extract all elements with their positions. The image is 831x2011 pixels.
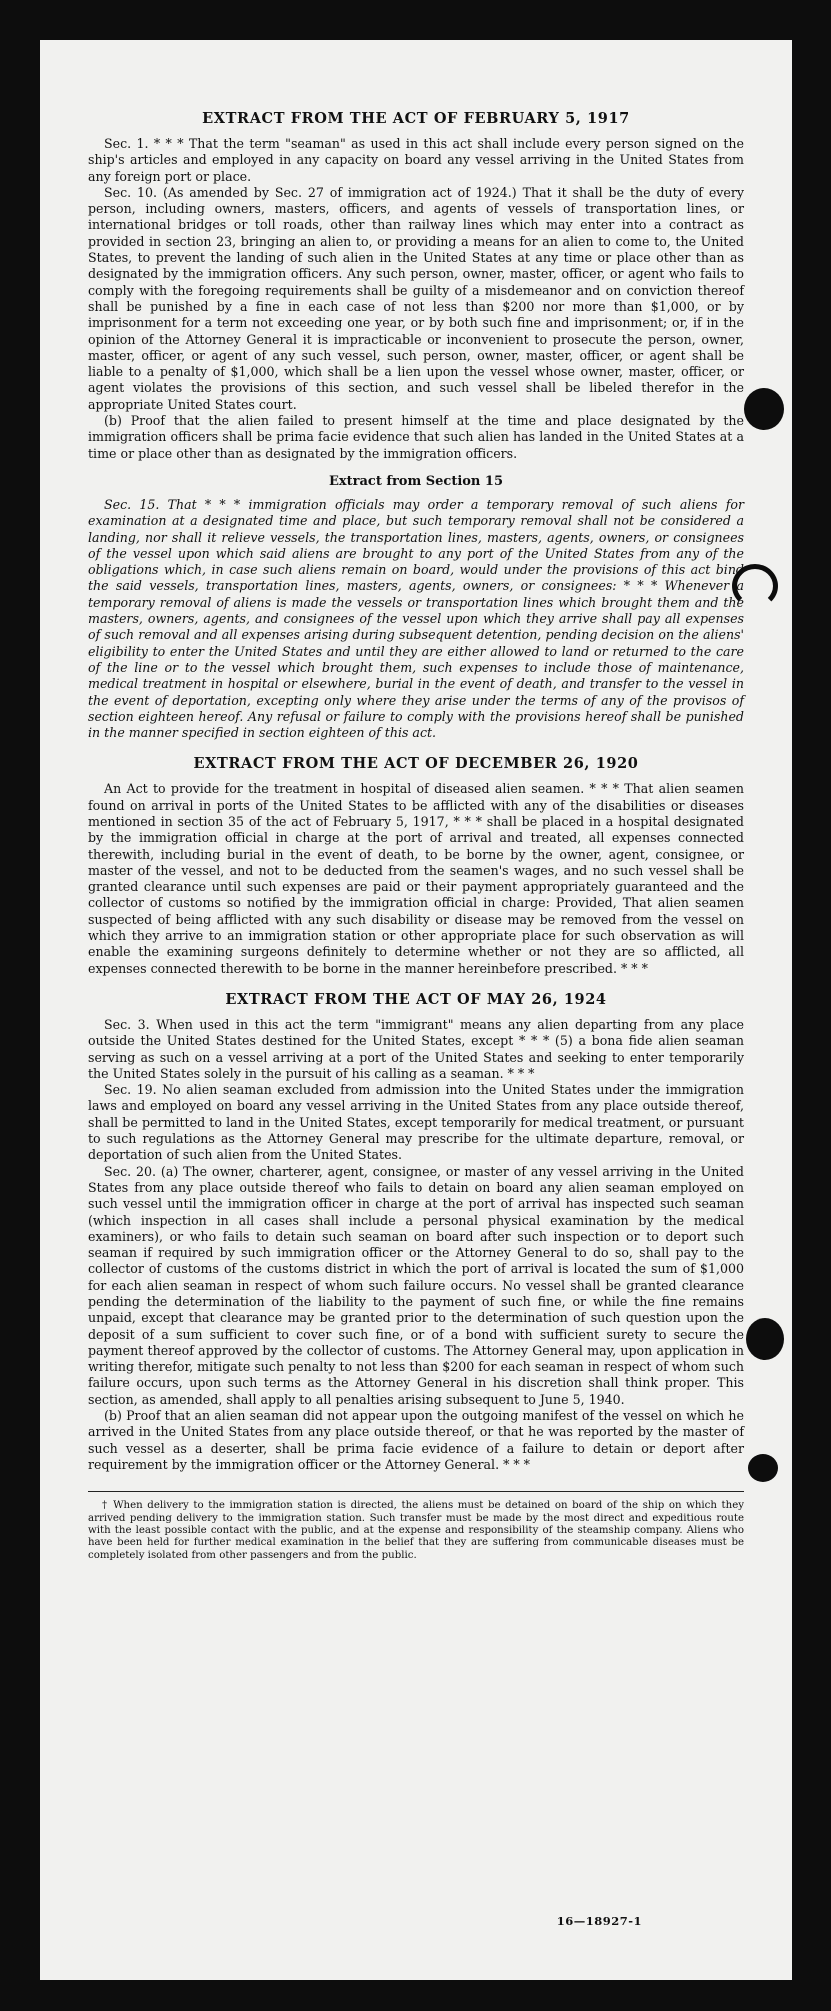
document-page: [40, 40, 792, 1980]
punch-hole-middle: [746, 1318, 784, 1360]
section-heading-1917: EXTRACT FROM THE ACT OF FEBRUARY 5, 1917: [202, 110, 630, 127]
paragraph-sec20b-1924: (b) Proof that an alien seaman did not appear upon the outgoing manifest of the vessel on which he arrived in the United States from any place outside thereof, or that he was reported by the master of such vessel as a deserter, shall be prima facie evidence of a failure to detain or deport after requirement by the immigration officer or the Attorney General. * * *: [88, 1408, 744, 1472]
paragraph-sec3-1924: Sec. 3. When used in this act the term "immigrant" means any alien departing from any place outside the United States destined for the United States, except * * * (5) a bona fide alien seaman serving as such on a vessel arriving at a port of the United States and seeking to enter temporarily the United States solely in the pursuit of his calling as a seaman. * * *: [88, 1016, 744, 1081]
form-number: 16—18927-1: [556, 1914, 642, 1928]
paragraph-sec1-1917: Sec. 1. * * * That the term "seaman" as used in this act shall include every person signed on the ship's articles and employed in any capacity on board any vessel arriving in the United States from any foreign port or place.: [88, 136, 744, 184]
section-heading-1920: EXTRACT FROM THE ACT OF DECEMBER 26, 1920: [193, 755, 639, 773]
paragraph-act-1920: An Act to provide for the treatment in hospital of diseased alien seamen. * * * That alien seamen found on arrival in ports of the United States to be afflicted with any of the disabilities or diseases mentioned in section 35 of the act of February 5, 1917, * * * shall be placed in a hospital designated by the immigration official in charge at the port of arrival and treated, all expenses connected therewith, including burial in the event of death, to be borne by the owner, agent, consignee, or master of the vessel, and not to be deducted from the seamen's wages, and no such vessel shall be granted clearance until such expenses are paid or their payment appropriately guaranteed and the collector of customs so notified by the immigration official in charge: Provided, That alien seamen suspected of being afflicted with any such disability or disease may be removed from the vessel on which they arrive to an immigration station or other appropriate place for such observation as will enable the examining surgeons definitely to determine whether or not they are so afflicted, all expenses connected therewith to be borne in the manner hereinbefore prescribed. * * *: [88, 781, 744, 976]
paragraph-sec19-1924: Sec. 19. No alien seaman excluded from admission into the United States under the immigration laws and employed on board any vessel arriving in the United States from any place outside thereof, shall be permitted to land in the United States, except temporarily for medical treatment, or pursuant to such regulations as the Attorney General may prescribe for the ultimate departure, removal, or deportation of such alien from the United States.: [88, 1082, 744, 1163]
footnote-divider: [88, 1491, 744, 1492]
paragraph-sec15-italic: Sec. 15. That * * * immigration officials may order a temporary removal of such aliens for examination at a designated time and place, but such temporary removal shall not be considered a landing, nor shall it relieve vessels, the transportation lines, masters, agents, owners, or consignees of the vessel upon which said aliens are brought to any port of the United States from any of the obligations which, in case such aliens remain on board, would under the provisions of this act bind the said vessels, transportation lines, masters, agents, owners, or consignees: * * * Whenever a temporary removal of aliens is made the vessels or transportation lines which brought them and the masters, owners, agents, and consignees of the vessel upon which they arrive shall pay all expenses of such removal and all expenses arising during subsequent detention, pending decision on the aliens' eligibility to enter the United States and until they are either allowed to land or returned to the care of the line or to the vessel which brought them, such expenses to include those of maintenance, medical treatment in hospital or elsewhere, burial in the event of death, and transfer to the vessel in the event of deportation, excepting only where they arise under the terms of any of the provisos of section eighteen hereof. Any refusal or failure to comply with the provisions hereof shall be punished in the manner specified in section eighteen of this act.: [88, 496, 744, 741]
footnote-text: † When delivery to the immigration station is directed, the aliens must be detained on board of the ship on which they arrived pending delivery to the immigration station. Such transfer must be made by the most direct and expeditious route with the least possible contact with the public, and at the expense and responsibility of the steamship company. Aliens who have been held for further medical examination in the belief that they are suffering from communicable diseases must be completely isolated from other passengers and from the public.: [88, 1500, 744, 1561]
punch-hole-arc: [732, 564, 778, 608]
subheading-section-15: Extract from Section 15: [328, 473, 504, 489]
paragraph-sec20a-1924: Sec. 20. (a) The owner, charterer, agent, consignee, or master of any vessel arriving in the United States from any place outside thereof who fails to detain on board any alien seaman employed on such vessel until the immigration officer in charge at the port of arrival has inspected such seaman (which inspection in all cases shall include a personal physical examination by the medical examiners), or who fails to detain such seaman on board after such inspection or to deport such seaman if required by such immigration officer or the Attorney General to do so, shall pay to the collector of customs of the customs district in which the port of arrival is located the sum of $1,000 for each alien seaman in respect of whom such failure occurs. No vessel shall be granted clearance pending the determination of the liability to the payment of such fine, or while the fine remains unpaid, except that clearance may be granted prior to the determination of such question upon the deposit of a sum sufficient to cover such fine, or of a bond with sufficient surety to secure the payment thereof approved by the collector of customs. The Attorney General may, upon application in writing therefor, mitigate such penalty to not less than $200 for each seaman in respect of whom such failure occurs, upon such terms as the Attorney General in his discretion shall think proper. This section, as amended, shall apply to all penalties arising subsequent to June 5, 1940.: [88, 1163, 744, 1407]
punch-hole-lower: [748, 1454, 778, 1482]
paragraph-proof-1917: (b) Proof that the alien failed to present himself at the time and place designated by the immigration officers shall be prima facie evidence that such alien has landed in the United States at a time or place other than as designated by the immigration officers.: [88, 413, 744, 461]
punch-hole-upper: [744, 388, 784, 430]
paragraph-sec10-1917: Sec. 10. (As amended by Sec. 27 of immigration act of 1924.) That it shall be the duty of every person, including owners, masters, officers, and agents of vessels of transportation lines, or international bridges or toll roads, other than railway lines which may enter into a contract as provided in section 23, bringing an alien to, or providing a means for an alien to come to, the United States, to prevent the landing of such alien in the United States at any time or place other than as designated by the immigration officers. Any such person, owner, master, officer, or agent who fails to comply with the foregoing requirements shall be guilty of a misdemeanor and on conviction thereof shall be punished by a fine in each case of not less than $200 nor more than $1,000, or by imprisonment for a term not exceeding one year, or by both such fine and imprisonment; or, if in the opinion of the Attorney General it is impracticable or inconvenient to prosecute the person, owner, master, officer, or agent of any such vessel, such person, owner, master, officer, or agent shall be liable to a penalty of $1,000, which shall be a lien upon the vessel whose owner, master, officer, or agent violates the provisions of this section, and such vessel shall be libeled therefor in the appropriate United States court.: [88, 184, 744, 412]
section-heading-1924: EXTRACT FROM THE ACT OF MAY 26, 1924: [225, 990, 607, 1008]
